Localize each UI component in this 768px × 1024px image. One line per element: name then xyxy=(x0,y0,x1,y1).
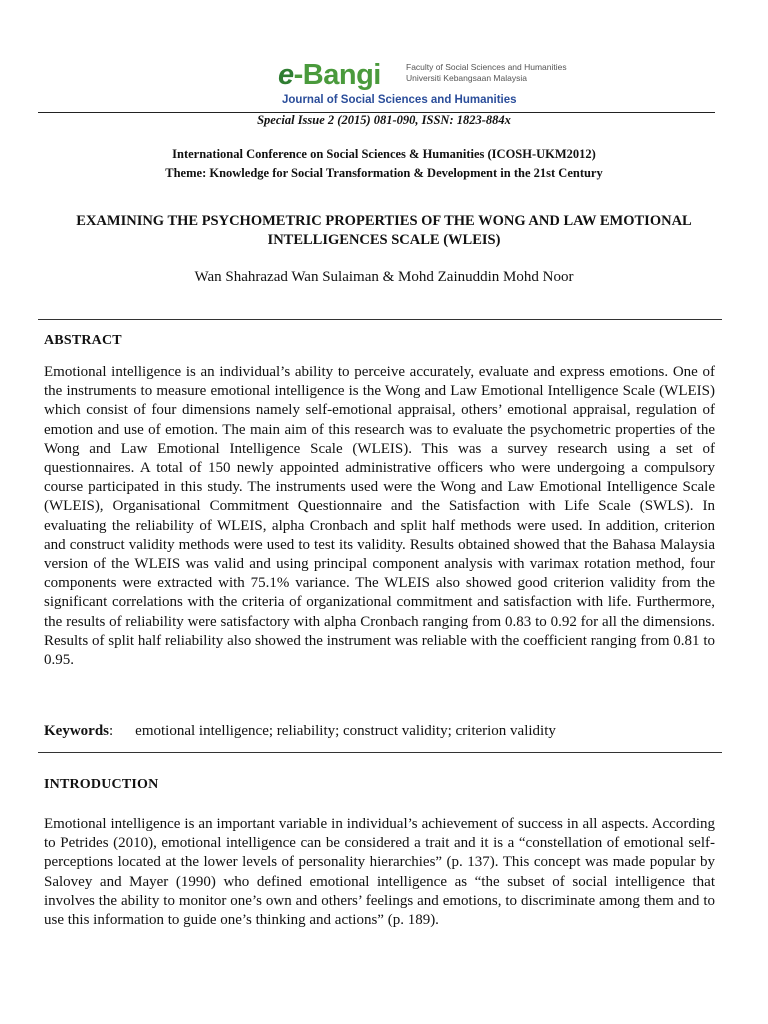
journal-subtitle: Journal of Social Sciences and Humanities xyxy=(282,94,517,106)
abstract-top-divider xyxy=(38,319,722,320)
abstract-bottom-divider xyxy=(38,752,722,753)
keywords-row xyxy=(44,723,556,740)
keywords-colon: : xyxy=(109,723,114,739)
paper-authors: Wan Shahrazad Wan Sulaiman & Mohd Zainuddin Mohd Noor xyxy=(194,269,574,285)
introduction-heading: INTRODUCTION xyxy=(44,777,159,792)
conference-name: International Conference on Social Sciences & Humanities (ICOSH-UKM2012) xyxy=(172,147,596,161)
journal-logo xyxy=(278,58,567,108)
abstract-heading: ABSTRACT xyxy=(44,333,122,348)
introduction-text: Emotional intelligence is an important variable in individual’s achievement of success in all aspects. According to Petrides (2010), emotional intelligence can be considered a trait and it is a “constellation of emotional self- perceptions located at the lower levels of personality hierarchies” (p. 137). This concept was made popular by Salovey and Mayer (1990) who defined emotional intelligence as “the subset of social intelligence that involves the ability to monitor one’s own and others’ feelings and emotions, to discriminate among them and to use this information to guide one’s thinking and actions” (p. 189). xyxy=(44,816,715,929)
logo-wordmark: e-Bangi xyxy=(278,59,381,91)
conference-theme: Theme: Knowledge for Social Transformation & Development in the 21st Century xyxy=(165,166,603,180)
keywords-text: emotional intelligence; reliability; construct validity; criterion validity xyxy=(135,723,556,739)
logo-faculty-text: Faculty of Social Sciences and Humanities Universiti Kebangsaan Malaysia xyxy=(406,62,567,83)
issue-line: Special Issue 2 (2015) 081-090, ISSN: 1823-884x xyxy=(257,113,511,127)
abstract-text: Emotional intelligence is an individual’s ability to perceive accurately, evaluate and express emotions. One of the instruments to measure emotional intelligence is the Wong and Law Emotional Intelligence Scale (WLEIS) which consist of four dimensions namely self-emotional appraisal, others’ emotional appraisal, regulation of emotion and use of emotion. The main aim of this research was to evaluate the psychometric properties of the Wong and Law Emotional Intelligence Scale (WLEIS). This was a survey research using a set of questionnaires. A total of 150 newly appointed administrative officers who were undergoing a compulsory course participated in this study. The instruments used were the Wong and Law Emotional Intelligence Scale (WLEIS), Organisational Commitment Questionnaire and the Satisfaction with Life Scale (SWLS). In evaluating the reliability of WLEIS, alpha Cronbach and split half methods were used. In addition, criterion and construct validity methods were used to test its validity. Results obtained showed that the Bahasa Malaysia version of the WLEIS was valid and using principal component analysis with varimax rotation method, four components were extracted with 75.1% variance. The WLEIS also showed good criterion validity from the significant correlations with the criteria of organizational commitment and satisfaction with life. Furthermore, the results of reliability were satisfactory with alpha Cronbach ranging from 0.83 to 0.92 for all the dimensions. Results of split half reliability also showed the instrument was reliable with the coefficient ranging from 0.81 to 0.95. xyxy=(44,364,715,669)
paper-title: EXAMINING THE PSYCHOMETRIC PROPERTIES OF THE WONG AND LAW EMOTIONAL INTELLIGENCES SCALE (WLEIS) xyxy=(76,213,692,248)
keywords-label: Keywords xyxy=(44,723,109,739)
